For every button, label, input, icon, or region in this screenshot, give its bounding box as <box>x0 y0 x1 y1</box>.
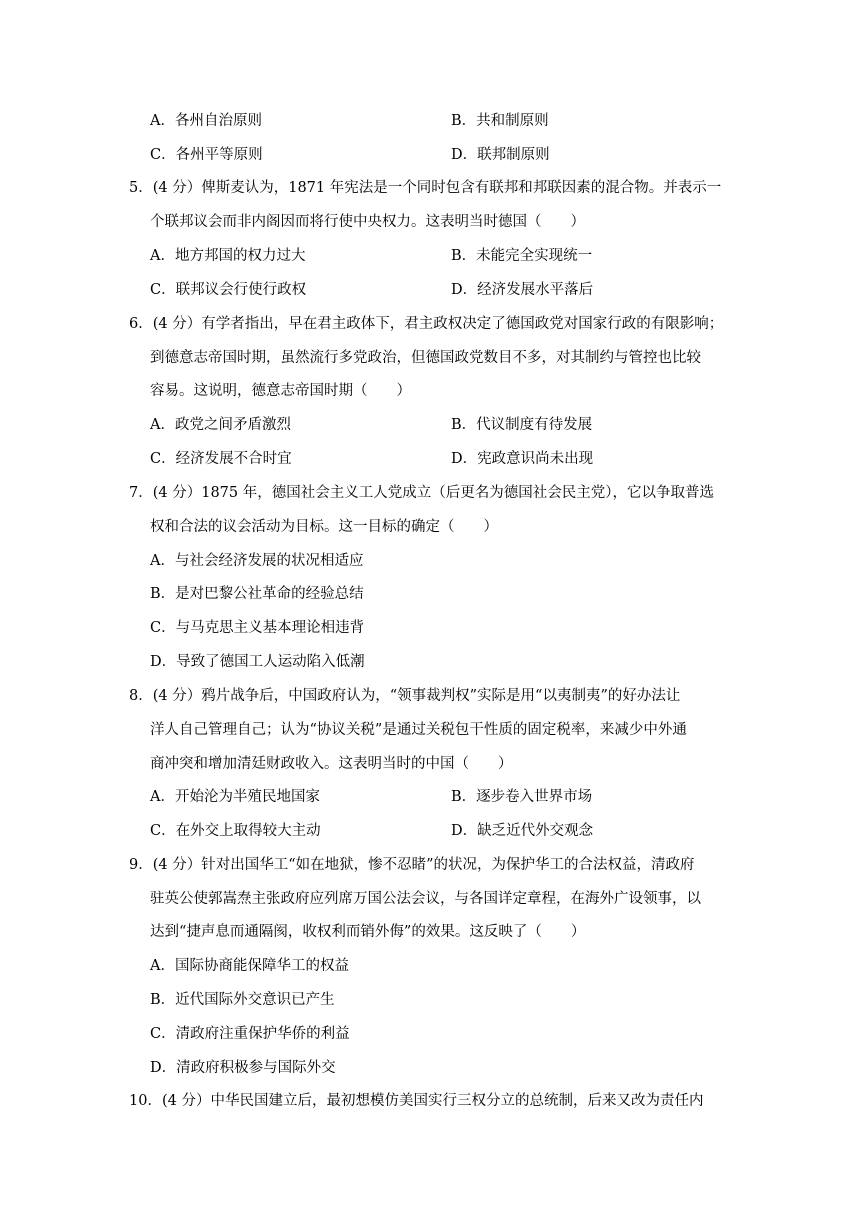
question-8-option-d: D．缺乏近代外交观念 <box>451 823 594 839</box>
question-9-option-c: C．清政府注重保护华侨的利益 <box>150 1026 350 1042</box>
question-5-option-d: D．经济发展水平落后 <box>451 282 594 298</box>
question-7-option-a: A．与社会经济发展的状况相适应 <box>150 553 364 569</box>
question-6-line-2: 到德意志帝国时期，虽然流行多党政治，但德国政党数目不多，对其制约与管控也比较 <box>150 350 701 366</box>
question-6-option-c: C．经济发展不合时宜 <box>150 451 292 467</box>
question-10-line-1: 10．(4 分）中华民国建立后，最初想模仿美国实行三权分立的总统制，后来又改为责任内 <box>129 1093 704 1109</box>
question-6-option-d: D．宪政意识尚未出现 <box>451 451 594 467</box>
question-9-option-d: D．清政府积极参与国际外交 <box>150 1060 336 1076</box>
question-7-option-c: C．与马克思主义基本理论相违背 <box>150 620 365 636</box>
question-5-line-1: 5．(4 分）俾斯麦认为，1871 年宪法是一个同时包含有联邦和邦联因素的混合物。并表示一 <box>129 180 722 196</box>
question-6-line-3: 容易。这说明，德意志帝国时期（ ） <box>150 383 411 399</box>
question-7-option-b: B．是对巴黎公社革命的经验总结 <box>150 586 364 602</box>
question-7-line-2: 权和合法的议会活动为目标。这一目标的确定（ ） <box>150 519 498 535</box>
question-8-line-3: 商冲突和增加清廷财政收入。这表明当时的中国（ ） <box>150 756 513 772</box>
question-8-option-a: A．开始沦为半殖民地国家 <box>150 789 320 805</box>
prev-option-c: C．各州平等原则 <box>150 147 263 163</box>
question-5-option-c: C．联邦议会行使行政权 <box>150 282 307 298</box>
prev-option-d: D．联邦制原则 <box>451 147 550 163</box>
question-5-option-a: A．地方邦国的权力过大 <box>150 248 306 264</box>
prev-option-b: B．共和制原则 <box>451 113 549 129</box>
question-9-option-b: B．近代国际外交意识已产生 <box>150 992 335 1008</box>
question-6-option-b: B．代议制度有待发展 <box>451 417 593 433</box>
question-5-line-2: 个联邦议会而非内阁因而将行使中央权力。这表明当时德国（ ） <box>150 214 585 230</box>
question-9-line-1: 9．(4 分）针对出国华工“如在地狱，惨不忍睹”的状况，为保护华工的合法权益，清政府 <box>129 857 695 873</box>
question-7-line-1: 7．(4 分）1875 年，德国社会主义工人党成立（后更名为德国社会民主党），它以争取普选 <box>129 485 714 501</box>
question-8-line-2: 洋人自己管理自己；认为“协议关税”是通过关税包干性质的固定税率，来减少中外通 <box>150 722 687 738</box>
question-7-option-d: D．导致了德国工人运动陷入低潮 <box>150 654 365 670</box>
question-8-option-c: C．在外交上取得较大主动 <box>150 823 321 839</box>
question-8-option-b: B．逐步卷入世界市场 <box>451 789 593 805</box>
question-5-option-b: B．未能完全实现统一 <box>451 248 593 264</box>
prev-option-a: A．各州自治原则 <box>150 113 262 129</box>
question-6-line-1: 6．(4 分）有学者指出，早在君主政体下，君主政权决定了德国政党对国家行政的有限影响； <box>129 316 724 332</box>
question-9-line-3: 达到“捷声息而通隔阂，收权利而销外侮”的效果。这反映了（ ） <box>150 924 586 940</box>
question-6-option-a: A．政党之间矛盾激烈 <box>150 417 291 433</box>
question-8-line-1: 8．(4 分）鸦片战争后，中国政府认为，“领事裁判权”实际是用“以夷制夷”的好办法让 <box>129 688 681 704</box>
question-9-option-a: A．国际协商能保障华工的权益 <box>150 958 349 974</box>
question-9-line-2: 驻英公使郭嵩焘主张政府应列席万国公法会议，与各国详定章程，在海外广设领事，以 <box>150 891 701 907</box>
